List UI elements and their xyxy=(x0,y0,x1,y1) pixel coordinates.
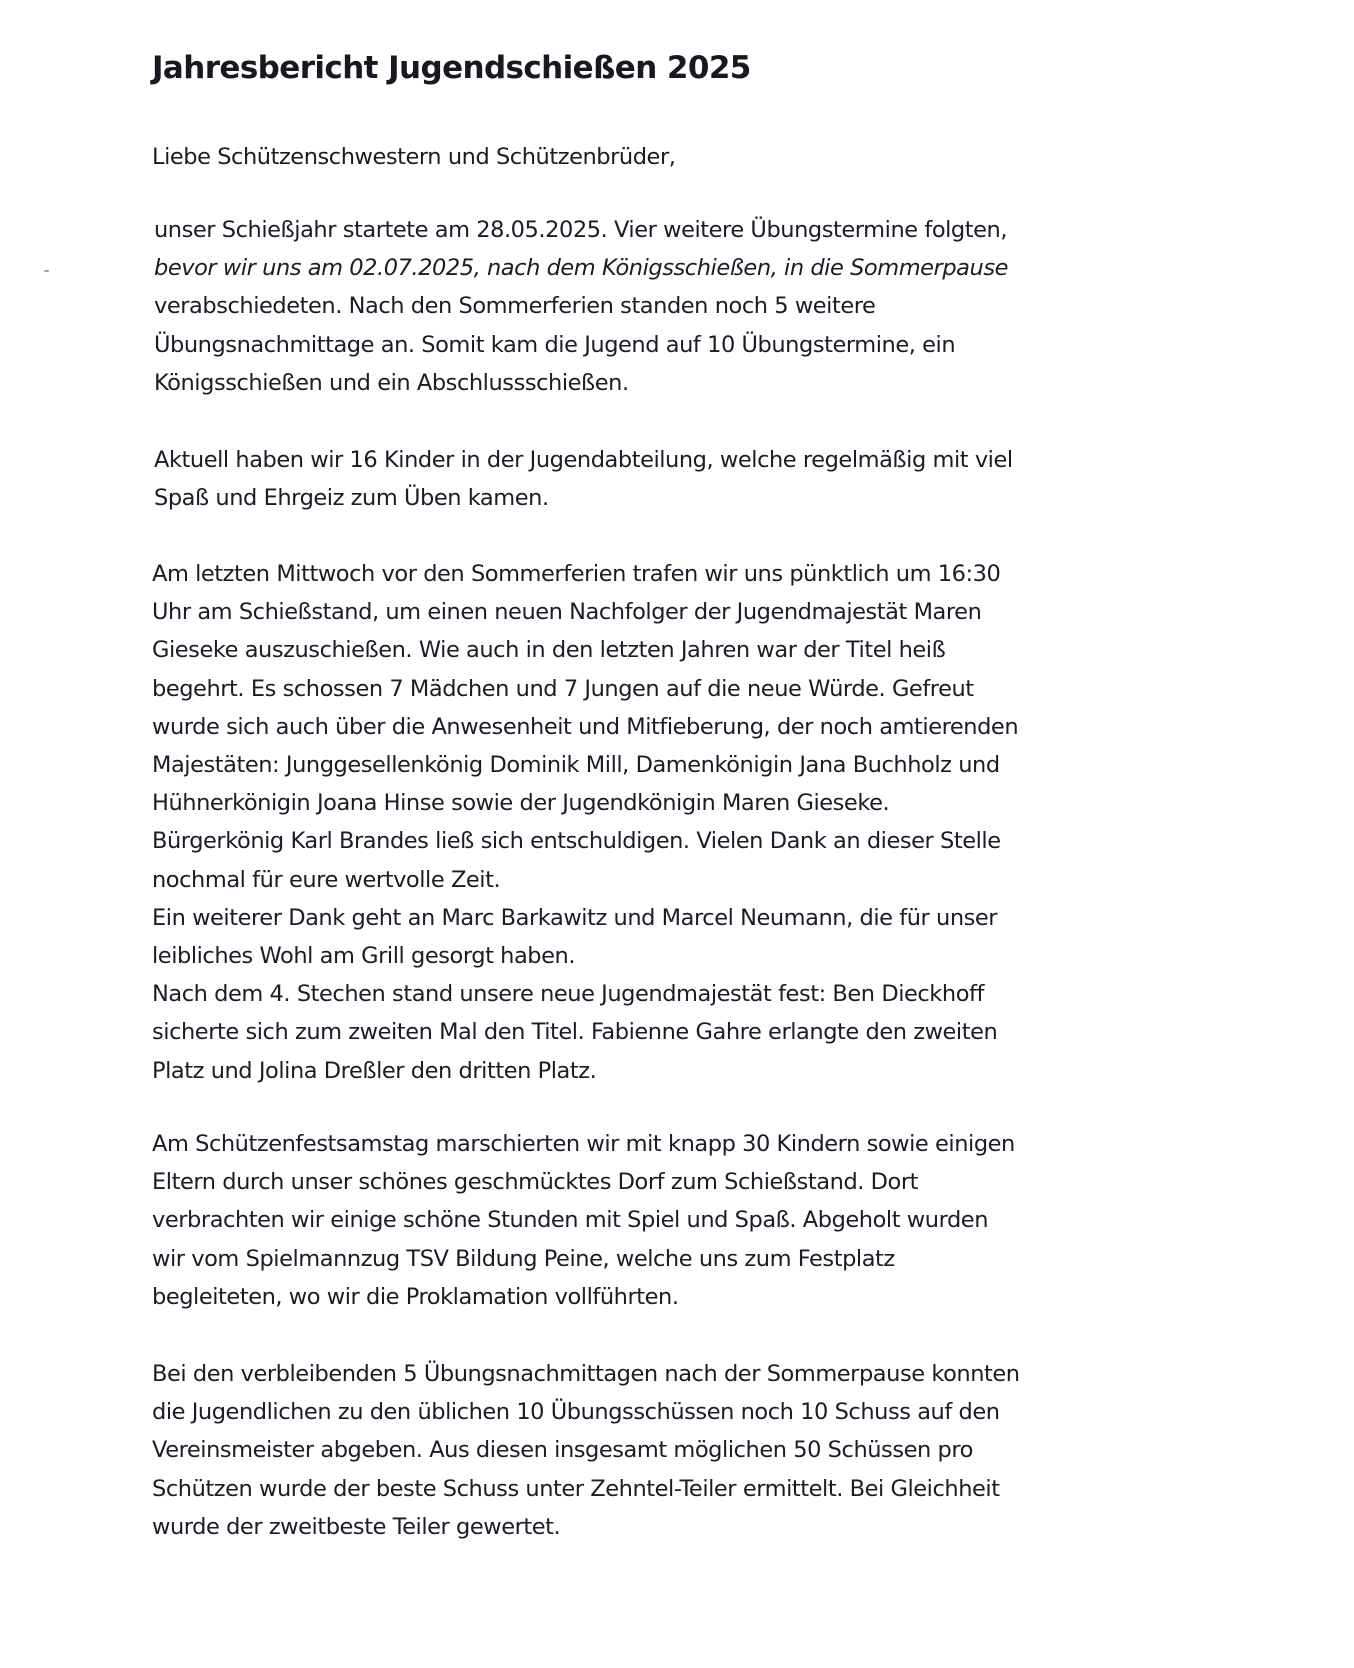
text-line: Uhr am Schießstand, um einen neuen Nachfolger der Jugendmajestät Maren xyxy=(152,599,982,626)
paragraph-club-champion xyxy=(152,1355,1020,1546)
text-line: sicherte sich zum zweiten Mal den Titel. Fabienne Gahre erlangte den zweiten xyxy=(152,1019,998,1046)
greeting-line: Liebe Schützenschwestern und Schützenbrüder, xyxy=(152,144,676,170)
text-line: Ein weiterer Dank geht an Marc Barkawitz und Marcel Neumann, die für unser xyxy=(152,904,998,931)
text-line: Bei den verbleibenden 5 Übungsnachmittagen nach der Sommerpause konnten xyxy=(152,1361,1020,1387)
text-line: wurde der zweitbeste Teiler gewertet. xyxy=(152,1513,561,1540)
text-line: wurde sich auch über die Anwesenheit und Mitfieberung, der noch amtierenden xyxy=(152,713,1019,740)
text-line: verbrachten wir einige schöne Stunden mit Spiel und Spaß. Abgeholt wurden xyxy=(152,1207,989,1234)
text-line: Am Schützenfestsamstag marschierten wir mit knapp 30 Kindern sowie einigen xyxy=(152,1131,1015,1157)
text-line: Gieseke auszuschießen. Wie auch in den letzten Jahren war der Titel heiß xyxy=(152,637,946,664)
text-line: die Jugendlichen zu den üblichen 10 Übungsschüssen noch 10 Schuss auf den xyxy=(152,1399,1000,1426)
paragraph-season-overview xyxy=(154,211,1008,402)
paragraph-kings-shooting xyxy=(152,555,1018,1090)
scan-artifact xyxy=(44,270,49,272)
text-line: begleiteten, wo wir die Proklamation vollführten. xyxy=(152,1283,679,1310)
text-line: Platz und Jolina Dreßler den dritten Platz. xyxy=(152,1057,597,1084)
text-line: Vereinsmeister abgeben. Aus diesen insgesamt möglichen 50 Schüssen pro xyxy=(152,1437,973,1464)
paragraph-members xyxy=(154,441,1013,517)
text-line: Schützen wurde der beste Schuss unter Zehntel-Teiler ermittelt. Bei Gleichheit xyxy=(152,1475,1000,1502)
text-line: wir vom Spielmannzug TSV Bildung Peine, welche uns zum Festplatz xyxy=(152,1245,895,1272)
text-line: Spaß und Ehrgeiz zum Üben kamen. xyxy=(154,485,549,512)
document-title: Jahresbericht Jugendschießen 2025 xyxy=(152,50,751,86)
text-line: nochmal für eure wertvolle Zeit. xyxy=(152,866,501,893)
text-line: Übungsnachmittage an. Somit kam die Jugend auf 10 Übungstermine, ein xyxy=(154,331,956,358)
text-line: unser Schießjahr startete am 28.05.2025. Vier weitere Übungstermine folgten, xyxy=(154,217,1008,243)
text-line: Am letzten Mittwoch vor den Sommerferien trafen wir uns pünktlich um 16:30 xyxy=(152,561,1001,587)
text-line: Eltern durch unser schönes geschmücktes Dorf zum Schießstand. Dort xyxy=(152,1169,919,1196)
text-line: begehrt. Es schossen 7 Mädchen und 7 Jungen auf die neue Würde. Gefreut xyxy=(152,675,974,702)
greeting xyxy=(152,138,675,176)
text-line: Hühnerkönigin Joana Hinse sowie der Jugendkönigin Maren Gieseke. xyxy=(152,790,890,817)
text-line: leibliches Wohl am Grill gesorgt haben. xyxy=(152,943,576,970)
text-line: bevor wir uns am 02.07.2025, nach dem Königsschießen, in die Sommerpause xyxy=(154,255,1008,282)
text-line: verabschiedeten. Nach den Sommerferien standen noch 5 weitere xyxy=(154,293,876,320)
text-line: Nach dem 4. Stechen stand unsere neue Jugendmajestät fest: Ben Dieckhoff xyxy=(152,981,984,1008)
text-line: Aktuell haben wir 16 Kinder in der Jugendabteilung, welche regelmäßig mit viel xyxy=(154,447,1013,473)
text-line: Königsschießen und ein Abschlussschießen. xyxy=(154,369,629,396)
text-line: Bürgerkönig Karl Brandes ließ sich entschuldigen. Vielen Dank an dieser Stelle xyxy=(152,828,1001,855)
paragraph-schuetzenfest xyxy=(152,1125,1015,1316)
text-line: Majestäten: Junggesellenkönig Dominik Mill, Damenkönigin Jana Buchholz und xyxy=(152,752,1000,779)
